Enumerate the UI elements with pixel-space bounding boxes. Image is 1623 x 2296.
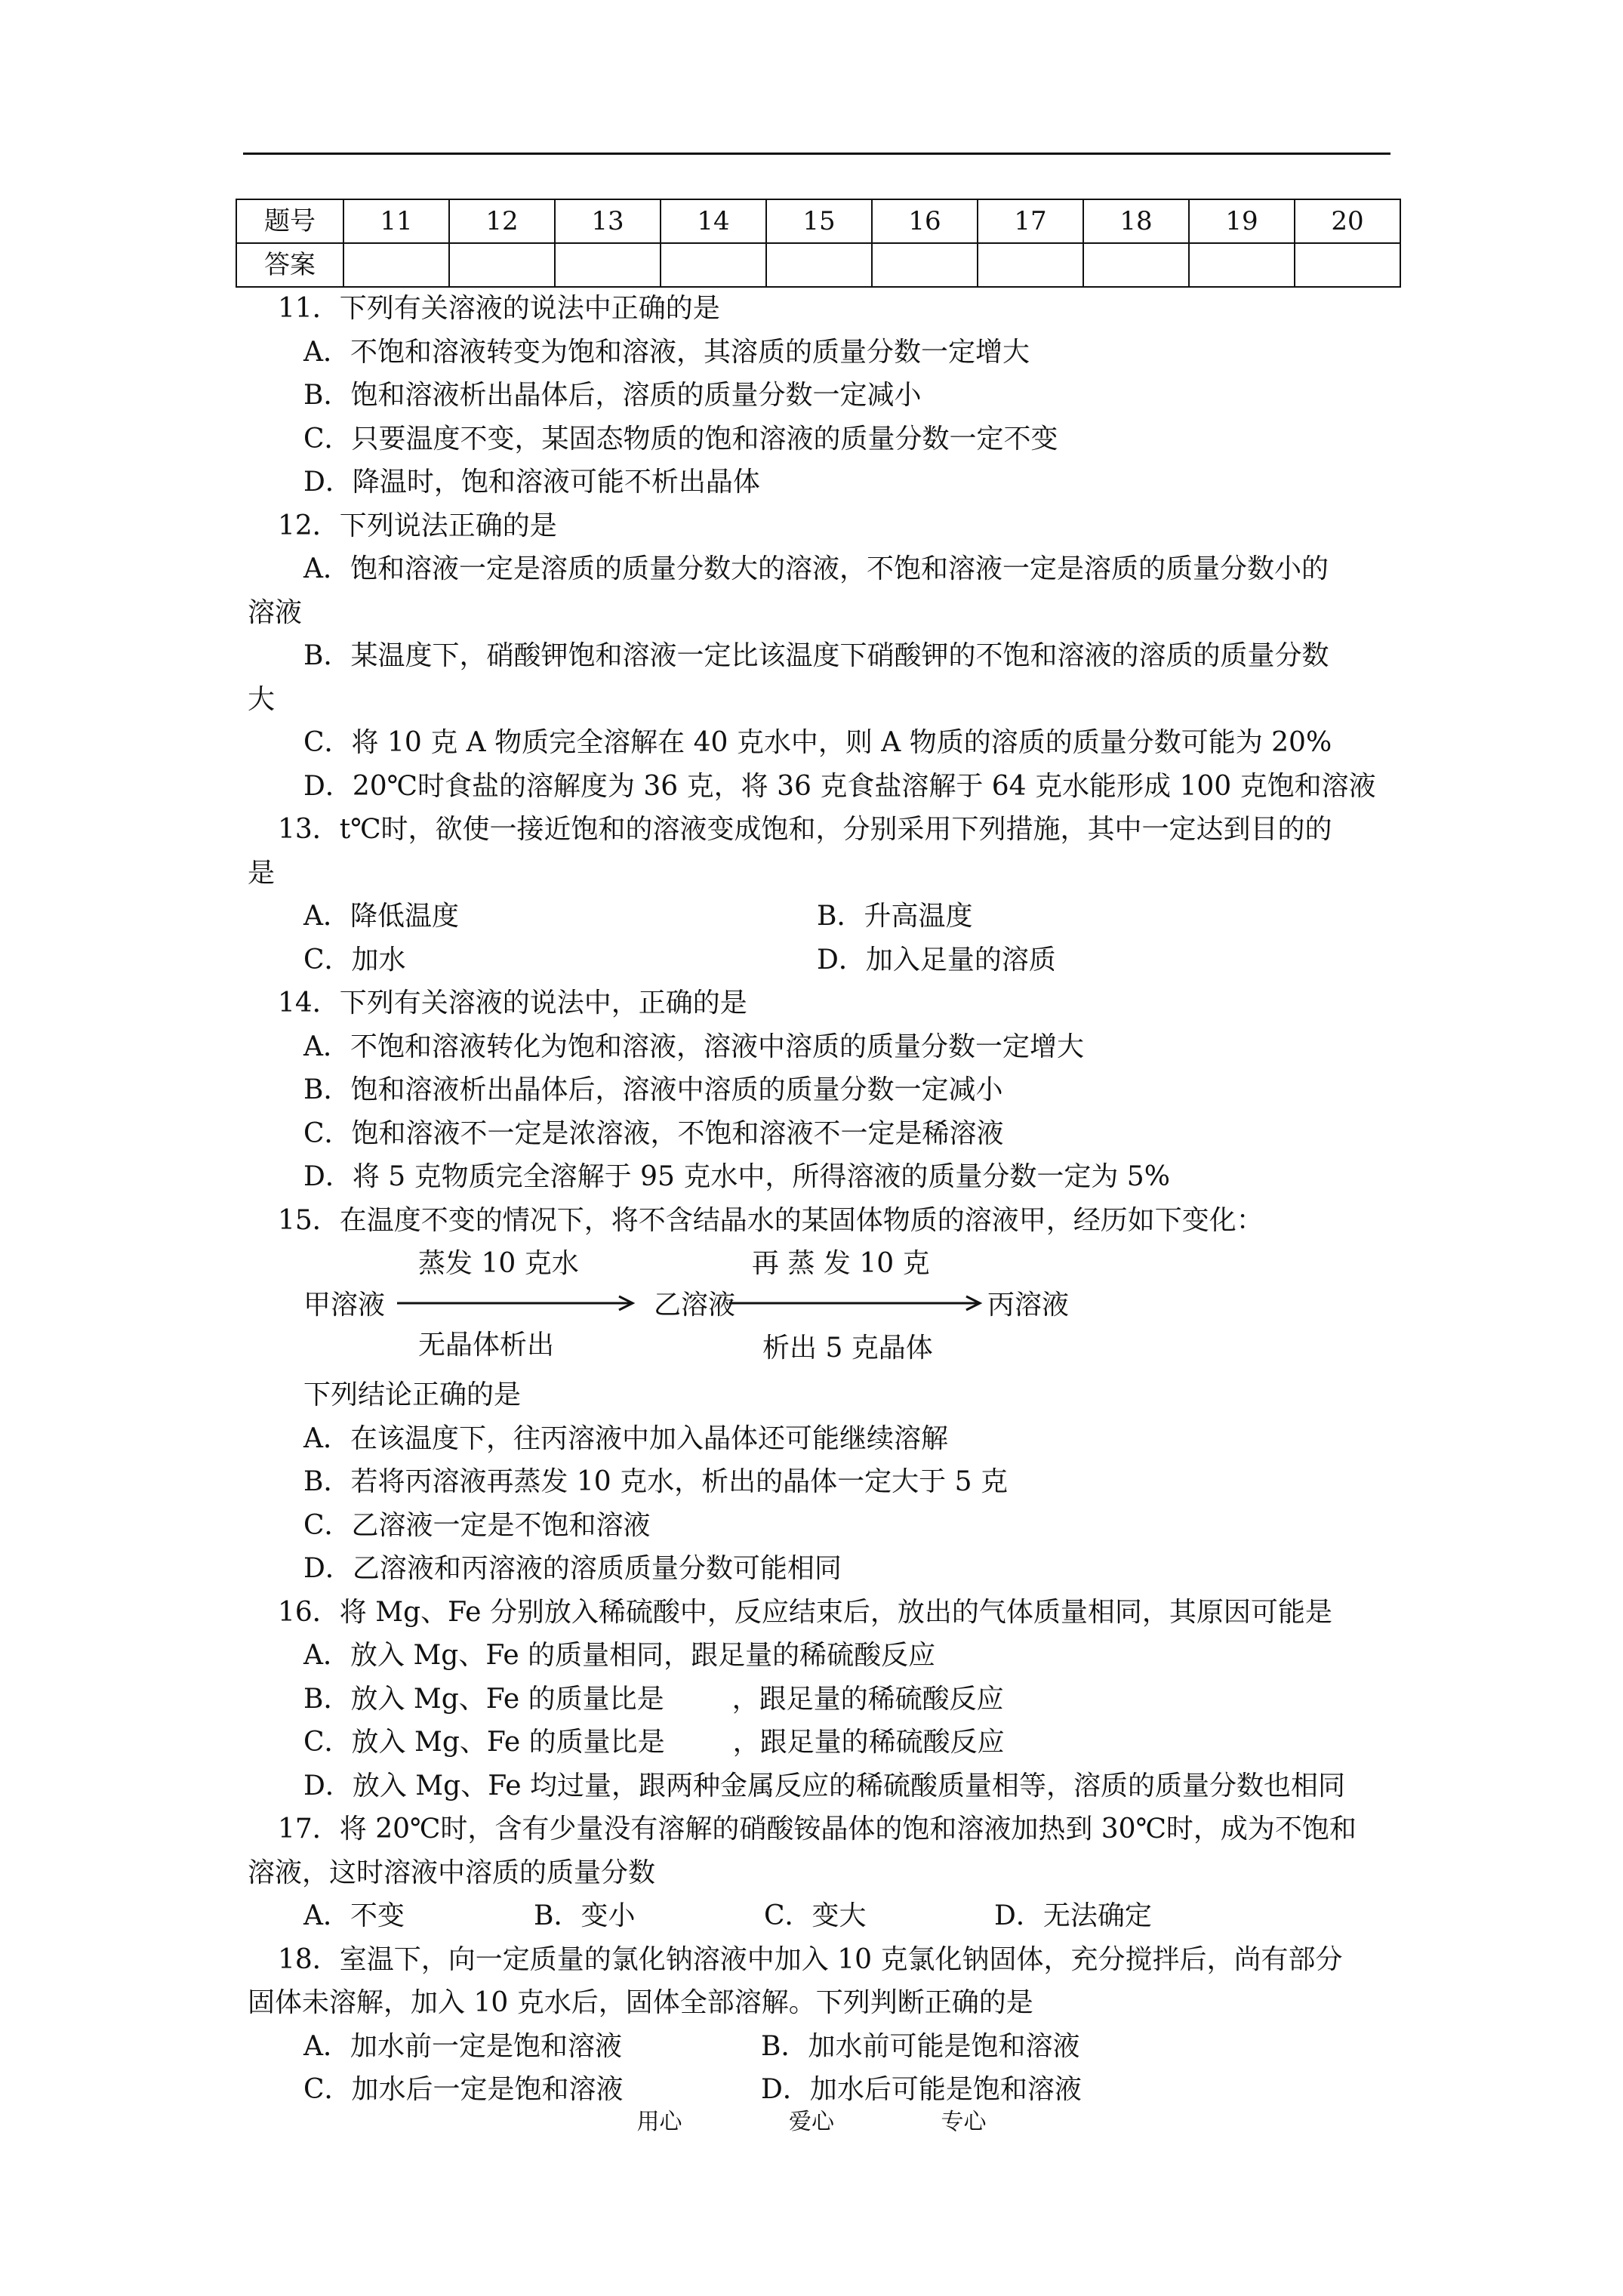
answer-cell [978, 243, 1083, 287]
answer-cell [766, 243, 872, 287]
question-11-option-c: C．只要温度不变，某固态物质的饱和溶液的质量分数一定不变 [303, 423, 1058, 455]
question-11-option-d: D．降温时，饱和溶液可能不析出晶体 [303, 467, 760, 498]
flow-node-jia: 甲溶液 [303, 1290, 386, 1321]
flow-arrow-1-bottom-label: 无晶体析出 [418, 1330, 555, 1361]
question-16-option-b-post: ，跟足量的稀硫酸反应 [731, 1683, 1004, 1715]
question-11-stem: 11．下列有关溶液的说法中正确的是 [278, 293, 720, 324]
question-13-option-d: D．加入足量的溶质 [817, 944, 1056, 975]
answer-table-row-label: 答案 [236, 243, 343, 287]
answer-cell [1083, 243, 1189, 287]
question-14-stem: 14．下列有关溶液的说法中，正确的是 [278, 988, 747, 1019]
question-11-option-a: A．不饱和溶液转变为饱和溶液，其溶质的质量分数一定增大 [303, 336, 1030, 368]
answer-table-number: 20 [1295, 199, 1400, 243]
answer-table-number: 19 [1189, 199, 1295, 243]
flow-arrow-2-top-label: 再 蒸 发 10 克 [752, 1248, 930, 1279]
question-17-option-a: A．不变 [303, 1900, 405, 1931]
question-18-option-d: D．加水后可能是饱和溶液 [761, 2074, 1082, 2105]
question-17-option-c: C．变大 [764, 1900, 867, 1931]
question-14-option-d: D．将 5 克物质完全溶解于 95 克水中，所得溶液的质量分数一定为 5% [303, 1161, 1170, 1192]
question-15-option-d: D．乙溶液和丙溶液的溶质质量分数可能相同 [303, 1553, 842, 1584]
answer-table-number: 16 [872, 199, 978, 243]
answer-cell [555, 243, 661, 287]
answer-cell [1189, 243, 1295, 287]
flow-arrow-1 [396, 1292, 637, 1314]
question-list [248, 287, 1403, 2112]
flow-arrow-2-bottom-label: 析出 5 克晶体 [762, 1333, 933, 1364]
question-17-stem: 17．将 20℃时，含有少量没有溶解的硝酸铵晶体的饱和溶液加热到 30℃时，成为不饱和 [278, 1814, 1357, 1845]
question-18-stem-continued: 固体未溶解，加入 10 克水后，固体全部溶解。下列判断正确的是 [248, 1987, 1033, 2018]
question-14-option-c: C．饱和溶液不一定是浓溶液，不饱和溶液不一定是稀溶液 [303, 1117, 1004, 1149]
question-16-option-b-pre: B．放入 Mg、Fe 的质量比是 [303, 1683, 664, 1715]
answer-table [236, 199, 1401, 288]
question-12-option-a: A．饱和溶液一定是溶质的质量分数大的溶液，不饱和溶液一定是溶质的质量分数小的 [303, 553, 1329, 584]
question-15-stem: 15．在温度不变的情况下，将不含结晶水的某固体物质的溶液甲，经历如下变化： [278, 1204, 1264, 1236]
question-11-option-b: B．饱和溶液析出晶体后，溶质的质量分数一定减小 [303, 380, 922, 411]
answer-table-answer-row [236, 243, 1400, 287]
answer-table-number: 14 [661, 199, 766, 243]
question-17-option-d: D．无法确定 [994, 1900, 1152, 1931]
flow-node-bing: 丙溶液 [987, 1290, 1070, 1321]
answer-table-number: 15 [766, 199, 872, 243]
answer-table-row-label: 题号 [236, 199, 343, 243]
question-18-option-c: C．加水后一定是饱和溶液 [303, 2074, 624, 2105]
question-14-option-b: B．饱和溶液析出晶体后，溶液中溶质的质量分数一定减小 [303, 1074, 1003, 1105]
question-16-option-b [248, 1678, 1403, 1721]
question-18-option-b: B．加水前可能是饱和溶液 [761, 2030, 1080, 2062]
question-18-options-row-1 [248, 2025, 1403, 2069]
question-12-option-b-continued: 大 [248, 683, 276, 715]
question-13-stem-continued: 是 [248, 857, 276, 889]
answer-table-number: 17 [978, 199, 1083, 243]
question-17-options-row [248, 1894, 1403, 1938]
question-15-option-b: B．若将丙溶液再蒸发 10 克水，析出的晶体一定大于 5 克 [303, 1466, 1008, 1497]
question-14-option-a: A．不饱和溶液转化为饱和溶液，溶液中溶质的质量分数一定增大 [303, 1031, 1084, 1062]
question-12-stem: 12．下列说法正确的是 [278, 510, 557, 541]
answer-cell [343, 243, 449, 287]
question-13-stem: 13．t℃时，欲使一接近饱和的溶液变成饱和，分别采用下列措施，其中一定达到目的的 [278, 814, 1332, 845]
answer-cell [872, 243, 978, 287]
question-15-lead: 下列结论正确的是 [303, 1379, 522, 1410]
question-13-option-b: B．升高温度 [817, 901, 973, 932]
question-16-option-a: A．放入 Mg、Fe 的质量相同，跟足量的稀硫酸反应 [303, 1640, 936, 1671]
answer-cell [661, 243, 766, 287]
answer-cell [449, 243, 555, 287]
question-13-options-row-2 [248, 938, 1403, 982]
answer-table-number: 12 [449, 199, 555, 243]
question-13-option-c: C．加水 [303, 944, 406, 975]
question-12-option-a-continued: 溶液 [248, 596, 303, 628]
question-16-stem: 16．将 Mg、Fe 分别放入稀硫酸中，反应结束后，放出的气体质量相同，其原因可能是 [278, 1596, 1332, 1628]
question-13-option-a: A．降低温度 [303, 901, 459, 932]
answer-cell [1295, 243, 1400, 287]
question-15-option-c: C．乙溶液一定是不饱和溶液 [303, 1509, 651, 1541]
question-16-option-c-post: ，跟足量的稀硫酸反应 [732, 1727, 1005, 1758]
answer-table-number: 18 [1083, 199, 1189, 243]
flow-node-yi: 乙溶液 [654, 1290, 736, 1321]
question-15-option-a: A．在该温度下，往丙溶液中加入晶体还可能继续溶解 [303, 1422, 948, 1454]
question-13-options-row-1 [248, 895, 1403, 938]
page-footer [0, 2103, 1623, 2136]
question-16-option-c-pre: C．放入 Mg、Fe 的质量比是 [303, 1727, 665, 1758]
footer-text: 爱心 [789, 2109, 834, 2135]
question-18-option-a: A．加水前一定是饱和溶液 [303, 2030, 622, 2062]
question-15-flow-diagram [248, 1242, 1403, 1373]
question-16-option-d: D．放入 Mg、Fe 均过量，跟两种金属反应的稀硫酸质量相等，溶质的质量分数也相同 [303, 1770, 1345, 1801]
answer-table-number-row [236, 199, 1400, 243]
footer-text: 用心 [636, 2109, 682, 2135]
question-17-stem-continued: 溶液，这时溶液中溶质的质量分数 [248, 1857, 656, 1888]
question-16-option-c [248, 1721, 1403, 1764]
answer-table-number: 11 [343, 199, 449, 243]
answer-table-number: 13 [555, 199, 661, 243]
flow-arrow-1-top-label: 蒸发 10 克水 [418, 1248, 579, 1279]
flow-arrow-2 [728, 1292, 984, 1314]
header-rule [243, 153, 1390, 155]
question-12-option-c: C．将 10 克 A 物质完全溶解在 40 克水中，则 A 物质的溶质的质量分数可能为 20% [303, 727, 1332, 758]
question-18-stem: 18．室温下，向一定质量的氯化钠溶液中加入 10 克氯化钠固体，充分搅拌后，尚有部分 [278, 1943, 1343, 1975]
question-12-option-d: D．20℃时食盐的溶解度为 36 克，将 36 克食盐溶解于 64 克水能形成 100 克饱和溶液 [303, 770, 1376, 802]
question-17-option-b: B．变小 [534, 1900, 636, 1931]
footer-text: 专心 [941, 2109, 987, 2135]
question-12-option-b: B．某温度下，硝酸钾饱和溶液一定比该温度下硝酸钾的不饱和溶液的溶质的质量分数 [303, 640, 1329, 671]
